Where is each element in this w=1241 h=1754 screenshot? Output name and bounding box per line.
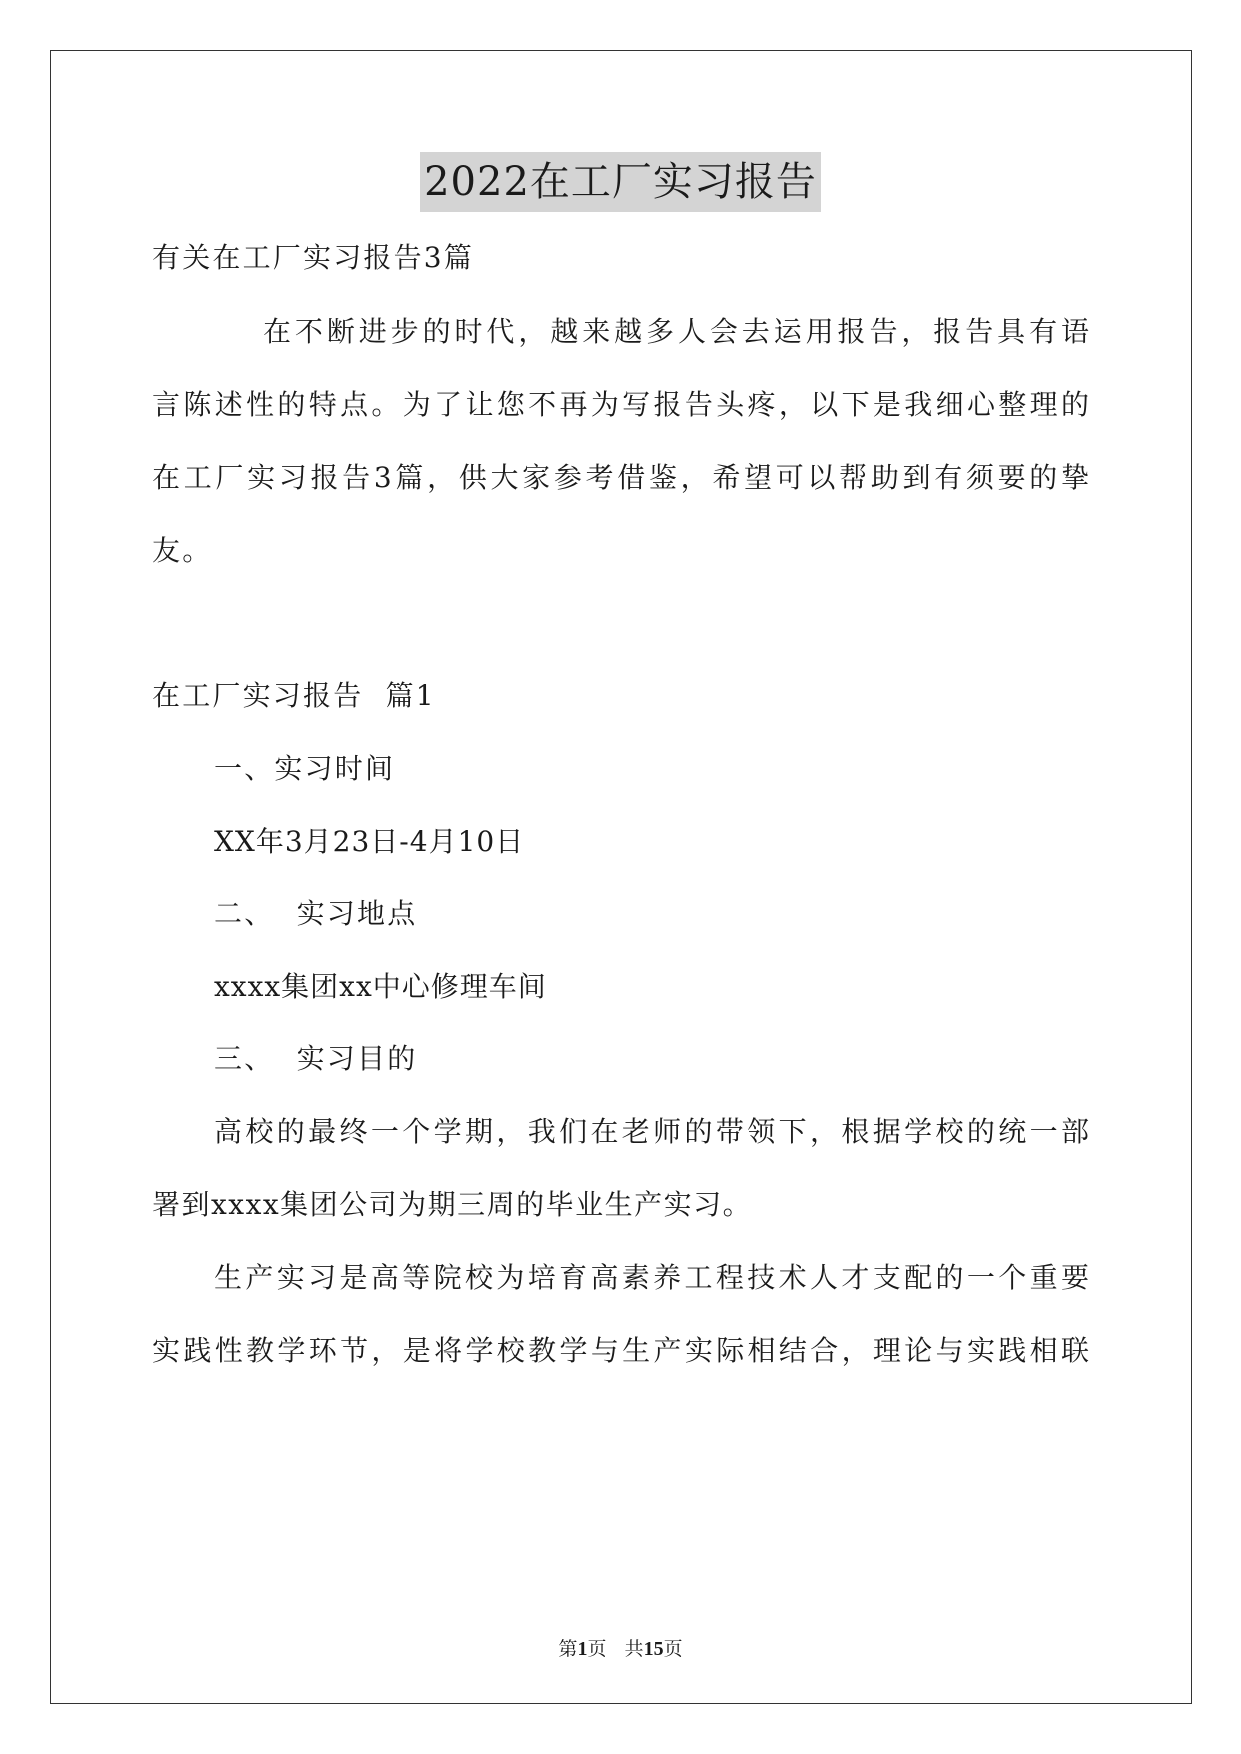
footer-prefix: 第: [558, 1638, 578, 1660]
purpose-para2-line1: 生产实习是高等院校为培育高素养工程技术人才支配的一个重要: [214, 1261, 1089, 1294]
footer-total-pages: 15: [643, 1638, 664, 1660]
item-place-value: xxxx集团xx中心修理车间: [214, 970, 547, 1003]
purpose-para1-line1: 高校的最终一个学期，我们在老师的带领下，根据学校的统一部: [214, 1115, 1089, 1148]
intro-line-4: 友。: [152, 534, 213, 567]
intro-line-3: 在工厂实习报告3篇，供大家参考借鉴，希望可以帮助到有须要的挚: [152, 461, 1089, 494]
purpose-para2-line2: 实践性教学环节，是将学校教学与生产实际相结合，理论与实践相联: [152, 1334, 1089, 1367]
intro-line-1: 在不断进步的时代，越来越多人会去运用报告，报告具有语: [263, 315, 1089, 348]
purpose-para1-line2: 署到xxxx集团公司为期三周的毕业生产实习。: [152, 1188, 753, 1221]
page-footer: [0, 1636, 1241, 1662]
item-time-heading: 一、实习时间: [214, 752, 396, 785]
footer-suffix: 页: [663, 1638, 683, 1660]
item-purpose-heading: 三、 实习目的: [214, 1042, 418, 1075]
footer-mid: 页 共: [587, 1638, 644, 1660]
footer-current-page: 1: [577, 1638, 588, 1660]
page-border: [50, 50, 1192, 1704]
intro-line-2: 言陈述性的特点。为了让您不再为写报告头疼，以下是我细心整理的: [152, 388, 1089, 421]
document-subtitle: 有关在工厂实习报告3篇: [152, 241, 475, 274]
title-container: [0, 152, 1241, 212]
document-title: 2022在工厂实习报告: [420, 152, 821, 212]
section-heading: 在工厂实习报告 篇1: [152, 679, 436, 712]
item-time-value: XX年3月23日-4月10日: [214, 825, 525, 858]
item-place-heading: 二、 实习地点: [214, 897, 418, 930]
